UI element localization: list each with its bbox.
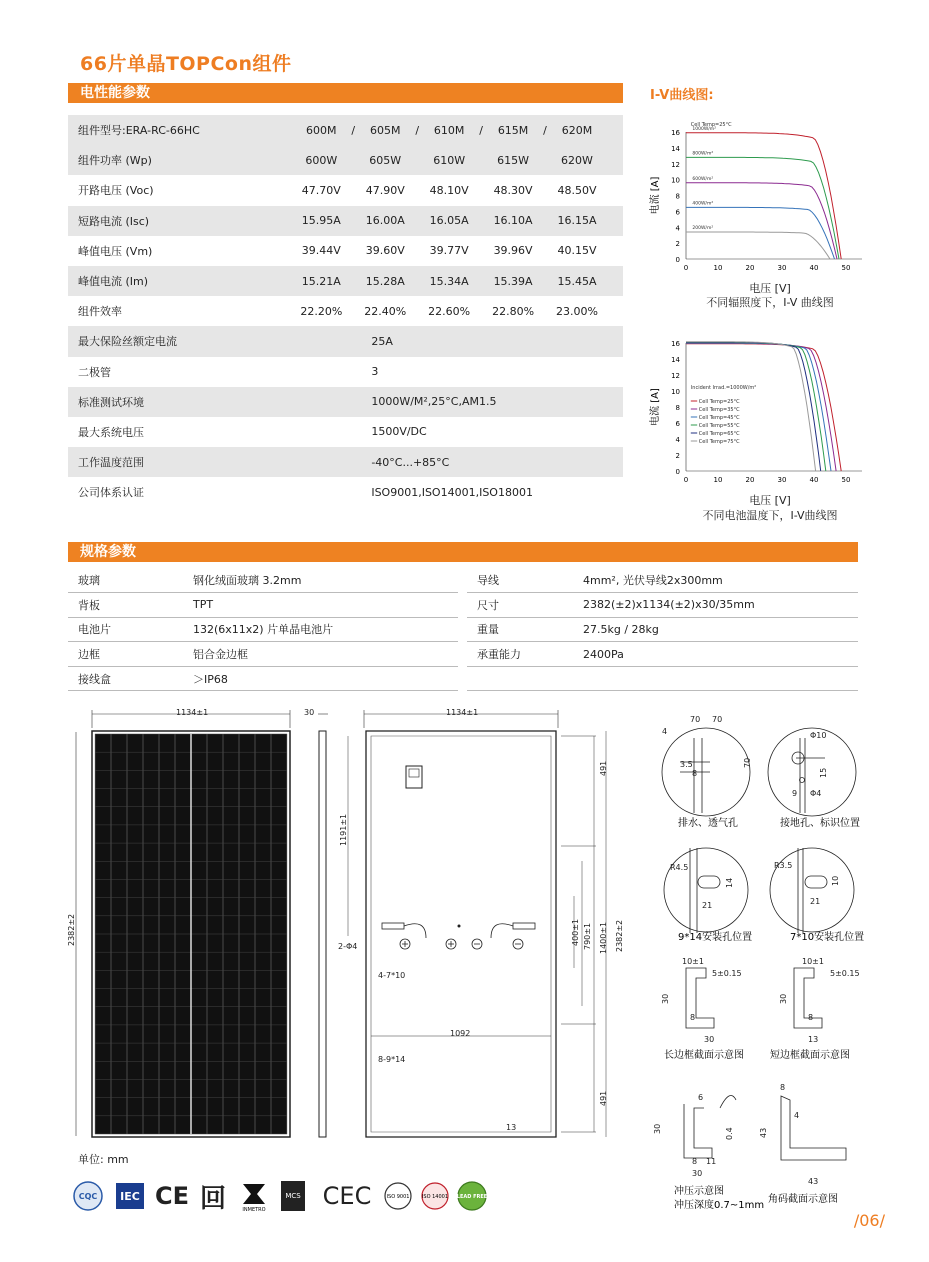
row-value: 48.30V — [493, 183, 533, 197]
y-tick-label: 2 — [675, 240, 680, 249]
y-tick-label: 6 — [675, 420, 680, 428]
row-value: 15.45A — [551, 266, 603, 296]
spec-label: 尺寸 — [467, 593, 583, 618]
table-row — [68, 266, 623, 296]
hole710-caption: 7*10安装孔位置 — [790, 932, 865, 943]
c4: 4 — [794, 1111, 800, 1120]
dim-491-bottom: 491 — [599, 1090, 608, 1106]
table-row — [68, 175, 623, 205]
corner-caption: 角码截面示意图 — [768, 1194, 838, 1205]
d14: 14 — [725, 877, 734, 888]
series-label: 600W/m² — [692, 176, 714, 182]
legend-label: Cell Temp=45°C — [698, 415, 740, 421]
svg-text:ISO 14001: ISO 14001 — [421, 1194, 449, 1200]
row-value: 48.50V — [557, 183, 597, 197]
row-value: 15.95A — [295, 206, 347, 236]
p11: 11 — [706, 1157, 717, 1166]
x-tick-label: 10 — [713, 264, 723, 272]
spec-row — [467, 617, 858, 642]
dim-thickness: 30 — [304, 708, 315, 717]
spec-table-left — [68, 568, 458, 691]
row-value: 39.77V — [429, 244, 469, 258]
series-label: 200W/m² — [692, 226, 714, 232]
spec-row — [467, 568, 858, 593]
cec-logo: CEC — [322, 1182, 372, 1210]
phi4: Φ4 — [810, 789, 822, 798]
model-615: 615M — [487, 115, 539, 145]
series-line — [686, 183, 837, 259]
p04: 0.4 — [725, 1127, 734, 1140]
row-value: 16.00A — [359, 206, 411, 236]
dim-13: 13 — [506, 1123, 517, 1132]
y-tick-label: 4 — [675, 224, 680, 233]
iv-chart-temperature — [640, 335, 880, 495]
spec-row — [467, 593, 858, 618]
row-value: 22.20% — [300, 304, 343, 318]
x-tick-label: 40 — [809, 264, 819, 272]
y-tick-label: 10 — [671, 176, 680, 185]
y-tick-label: 8 — [675, 192, 680, 201]
spec-value: 2382(±2)x1134(±2)x30/35mm — [583, 593, 858, 618]
svg-text:MCS: MCS — [285, 1192, 301, 1200]
dim-1400: 1400±1 — [599, 921, 608, 954]
row-value: 600W — [295, 145, 347, 175]
drain-caption: 排水、透气孔 — [678, 818, 738, 829]
d10: 10 — [831, 875, 840, 886]
table-row — [68, 115, 623, 145]
table-row — [68, 296, 623, 326]
spec-row — [68, 666, 458, 691]
d21a: 21 — [702, 901, 713, 910]
d35: 3.5 — [680, 760, 693, 769]
row-label: 组件效率 — [78, 305, 122, 319]
row-value: 610W — [423, 145, 475, 175]
row-value: 47.70V — [301, 183, 341, 197]
d30a: 30 — [661, 993, 670, 1004]
y-tick-label: 0 — [675, 468, 680, 476]
dim-4x7x10: 4-7*10 — [378, 971, 406, 980]
dim-491-top: 491 — [599, 760, 608, 776]
spec-label: 边框 — [68, 642, 193, 667]
electrical-header: 电性能参数 — [68, 83, 623, 103]
cqc-logo — [72, 1180, 104, 1212]
row-value: 40.15V — [557, 244, 597, 258]
dim-400: 400±1 — [571, 918, 580, 946]
row-label: 短路电流 (Isc) — [68, 206, 295, 236]
chart1-caption: 不同辐照度下，I-V 曲线图 — [706, 296, 834, 309]
series-label: 1000W/m² — [692, 126, 717, 132]
spec-row — [68, 568, 458, 593]
x-tick-label: 0 — [683, 476, 689, 484]
row-value: 22.60% — [428, 304, 471, 318]
spec-row — [68, 593, 458, 618]
y-tick-label: 14 — [671, 144, 680, 153]
d5pm015a: 5±0.15 — [712, 969, 742, 978]
table-row — [68, 357, 623, 387]
row-value: 615W — [487, 145, 539, 175]
spec-value: 132(6x11x2) 片单晶电池片 — [193, 617, 458, 642]
iso9001-logo — [383, 1180, 413, 1212]
x-tick-label: 40 — [809, 476, 819, 484]
row-value: -40°C...+85°C — [295, 447, 623, 477]
row-value: 23.00% — [556, 304, 598, 318]
legend-label: Cell Temp=55°C — [698, 423, 740, 429]
table-row — [68, 447, 623, 477]
svg-text:ISO 9001: ISO 9001 — [386, 1194, 410, 1200]
d70b: 70 — [712, 715, 723, 724]
row-value: 25A — [295, 326, 623, 356]
x-tick-label: 50 — [841, 264, 851, 272]
model-620: 620M — [551, 115, 603, 145]
row-label: 标准测试环境 — [68, 387, 295, 417]
spec-value: 2400Pa — [583, 642, 858, 667]
r45: R4.5 — [670, 863, 689, 872]
row-label: 最大保险丝额定电流 — [68, 326, 295, 356]
table-row — [68, 236, 623, 266]
d15: 15 — [819, 767, 828, 778]
d10pm1a: 10±1 — [682, 957, 704, 966]
svg-text:INMETRO: INMETRO — [242, 1207, 266, 1212]
y-axis-label: 电流 [A] — [650, 388, 661, 426]
spec-value: 4mm², 光伏导线2x300mm — [583, 568, 858, 593]
spec-label: 导线 — [467, 568, 583, 593]
row-value: 3 — [371, 365, 379, 379]
side-view — [304, 708, 328, 1137]
row-label: 二极管 — [78, 365, 111, 379]
units-label: 单位: mm — [78, 1153, 129, 1166]
row-value: 16.15A — [551, 206, 603, 236]
row-value: 47.90V — [365, 183, 405, 197]
series-label: 800W/m² — [692, 151, 714, 157]
front-view — [67, 708, 290, 1137]
iso14001-logo — [420, 1180, 450, 1212]
legend-label: Cell Temp=65°C — [698, 431, 740, 437]
page-title: 66片单晶TOPCon组件 — [80, 53, 292, 75]
spec-label: 承重能力 — [467, 642, 583, 667]
sep: / — [475, 115, 487, 145]
row-label: 工作温度范围 — [68, 447, 295, 477]
d4: 4 — [662, 727, 668, 736]
row-label: 最大系统电压 — [78, 425, 144, 439]
spec-label: 电池片 — [68, 617, 193, 642]
sep: / — [539, 115, 551, 145]
iv-header: I-V曲线图: — [650, 88, 714, 103]
d13: 13 — [808, 1035, 819, 1044]
spec-header: 规格参数 — [68, 542, 858, 562]
y-tick-label: 0 — [675, 256, 680, 264]
row-label: 组件功率 (Wp) — [68, 145, 295, 175]
y-tick-label: 12 — [671, 372, 680, 380]
row-label: 峰值电流 (Im) — [68, 266, 295, 296]
spec-row — [68, 617, 458, 642]
spec-label: 背板 — [68, 593, 193, 618]
x-tick-label: 20 — [745, 264, 755, 272]
series-label: 400W/m² — [692, 201, 714, 207]
p8: 8 — [692, 1157, 698, 1166]
ground-caption: 接地孔、标识位置 — [780, 818, 860, 829]
phi10: Φ10 — [810, 731, 827, 740]
punch-depth: 冲压深度0.7~1mm — [674, 1200, 765, 1211]
model-600: 600M — [295, 115, 347, 145]
y-tick-label: 4 — [675, 436, 680, 444]
dim-width-back: 1134±1 — [446, 708, 479, 717]
dim-790: 790±1 — [583, 922, 592, 950]
row-label: 开路电压 (Voc) — [78, 184, 154, 198]
x-tick-label: 10 — [713, 476, 723, 484]
svg-text:CQC: CQC — [78, 1192, 98, 1201]
x-tick-label: 30 — [777, 476, 787, 484]
p30b: 30 — [692, 1169, 703, 1178]
row-value: 16.05A — [423, 206, 475, 236]
c43: 43 — [759, 1127, 768, 1138]
x-tick-label: 50 — [841, 476, 851, 484]
series-line — [686, 232, 830, 259]
y-tick-label: 2 — [675, 452, 680, 460]
p6: 6 — [698, 1093, 704, 1102]
d9: 9 — [792, 789, 798, 798]
row-label: 峰值电压 (Vm) — [78, 244, 153, 258]
row-value: 22.40% — [364, 304, 407, 318]
row-value: 48.10V — [429, 183, 469, 197]
d70a: 70 — [690, 715, 701, 724]
module-drawing — [66, 706, 646, 1146]
row-value: 15.21A — [295, 266, 347, 296]
legend-title: Cell Temp=25°C — [690, 122, 732, 128]
detail-drawings — [650, 708, 880, 1218]
page-number: /06/ — [853, 1211, 885, 1230]
dim-2phi4: 2-Φ4 — [338, 942, 358, 951]
dim-height: 2382±2 — [67, 913, 76, 946]
short-frame-caption: 短边框截面示意图 — [770, 1050, 850, 1061]
spec-value: TPT — [193, 593, 458, 618]
legend-title: Incident Irrad.=1000W/m² — [690, 385, 757, 391]
punch-caption: 冲压示意图 — [674, 1186, 724, 1197]
spec-value: 铝合金边框 — [193, 642, 458, 667]
sep: / — [347, 115, 359, 145]
legend-label: Cell Temp=25°C — [698, 399, 740, 405]
iec-logo — [115, 1180, 145, 1212]
row-value: 1000W/M²,25°C,AM1.5 — [295, 387, 623, 417]
x-tick-label: 0 — [683, 264, 689, 272]
legend-label: Cell Temp=75°C — [698, 439, 740, 445]
svg-text:LEAD FREE: LEAD FREE — [456, 1194, 488, 1200]
row-value: 605W — [359, 145, 411, 175]
square-logo: 回 — [199, 1183, 226, 1214]
table-row — [68, 145, 623, 175]
row-value: 39.96V — [493, 244, 533, 258]
chart2-xlabel: 电压 [V] — [749, 494, 791, 507]
x-tick-label: 30 — [777, 264, 787, 272]
sep: / — [411, 115, 423, 145]
row-value: 15.28A — [359, 266, 411, 296]
spec-table-right — [467, 568, 858, 691]
long-frame-caption: 长边框截面示意图 — [664, 1050, 744, 1061]
dim-1191: 1191±1 — [339, 813, 348, 846]
d30c: 30 — [779, 993, 788, 1004]
y-axis-label: 电流 [A] — [650, 176, 661, 215]
x-tick-label: 20 — [745, 476, 755, 484]
series-line — [686, 207, 835, 259]
d8b: 8 — [808, 1013, 814, 1022]
d8: 8 — [692, 769, 698, 778]
row-value: 1500V/DC — [371, 425, 427, 439]
r35: R3.5 — [774, 861, 793, 870]
table-row — [68, 206, 623, 236]
row-value: 22.80% — [492, 304, 535, 318]
spec-value: 27.5kg / 28kg — [583, 617, 858, 642]
svg-text:IEC: IEC — [120, 1190, 140, 1203]
y-tick-label: 16 — [671, 129, 680, 137]
row-value: ISO9001,ISO14001,ISO18001 — [371, 485, 533, 499]
dim-height-back: 2382±2 — [615, 919, 624, 952]
model-605: 605M — [359, 115, 411, 145]
lead-free-logo — [456, 1180, 488, 1212]
y-tick-label: 12 — [671, 160, 680, 169]
d8a: 8 — [690, 1013, 696, 1022]
spec-label: 重量 — [467, 617, 583, 642]
table-row — [68, 387, 623, 417]
row-value: 620W — [551, 145, 603, 175]
y-tick-label: 14 — [671, 356, 680, 364]
table-row — [68, 417, 623, 447]
model-610: 610M — [423, 115, 475, 145]
d10pm1b: 10±1 — [802, 957, 824, 966]
d70c: 70 — [743, 757, 752, 768]
chart1-xlabel: 电压 [V] — [749, 282, 791, 295]
d5pm015b: 5±0.15 — [830, 969, 860, 978]
table-row — [68, 326, 623, 356]
y-tick-label: 16 — [671, 340, 680, 348]
d30b: 30 — [704, 1035, 715, 1044]
chart2-caption: 不同电池温度下，I-V曲线图 — [702, 509, 838, 522]
spec-label: 接线盒 — [68, 666, 193, 691]
y-tick-label: 10 — [671, 388, 680, 396]
inmetro-logo — [239, 1180, 269, 1212]
row-value: 16.10A — [487, 206, 539, 236]
legend-label: Cell Temp=35°C — [698, 407, 740, 413]
spec-row — [68, 642, 458, 667]
y-tick-label: 8 — [675, 404, 680, 412]
back-view — [338, 708, 624, 1137]
ce-logo: CE — [154, 1182, 189, 1210]
spec-value: 钢化绒面玻璃 3.2mm — [193, 568, 458, 593]
dim-width: 1134±1 — [176, 708, 209, 717]
series-line — [686, 157, 839, 259]
y-tick-label: 6 — [675, 208, 680, 217]
dim-1092: 1092 — [450, 1029, 471, 1038]
d21b: 21 — [810, 897, 821, 906]
hole914-caption: 9*14安装孔位置 — [678, 932, 753, 943]
dim-8x9x14: 8-9*14 — [378, 1055, 406, 1064]
p30: 30 — [653, 1123, 662, 1134]
row-value: 39.60V — [365, 244, 405, 258]
spec-row — [467, 642, 858, 667]
c8: 8 — [780, 1083, 786, 1092]
row-value: 15.34A — [423, 266, 475, 296]
row-value: 39.44V — [301, 244, 341, 258]
row-value: 15.39A — [487, 266, 539, 296]
spec-value: ＞IP68 — [193, 666, 458, 691]
spec-label: 玻璃 — [68, 568, 193, 593]
mcs-logo — [281, 1180, 305, 1212]
table-row — [68, 477, 623, 507]
model-label: 组件型号:ERA-RC-66HC — [68, 115, 295, 145]
electrical-table — [68, 115, 623, 507]
c43b: 43 — [808, 1177, 819, 1186]
row-label: 公司体系认证 — [78, 486, 144, 500]
